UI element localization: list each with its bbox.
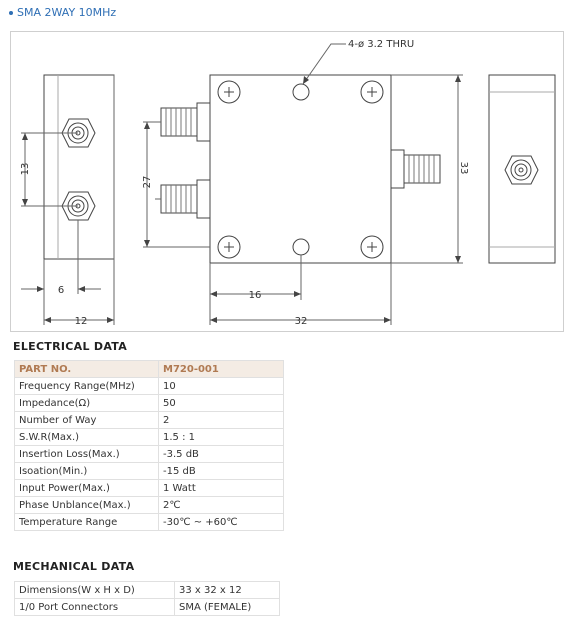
dim-27-label: 27 — [142, 175, 153, 189]
page-title — [9, 6, 116, 19]
table-cell-value: -30℃ ~ +60℃ — [159, 514, 284, 531]
table-row — [15, 497, 284, 514]
dim-16-label: 16 — [248, 290, 262, 301]
table-row — [15, 463, 284, 480]
dim-33-label: 33 — [458, 161, 469, 175]
table-row — [15, 446, 284, 463]
table-row — [15, 514, 284, 531]
table-cell-label: Insertion Loss(Max.) — [15, 446, 159, 463]
table-row — [15, 378, 284, 395]
screw-top-right — [361, 81, 383, 103]
screw-bottom-right — [361, 236, 383, 258]
table-cell-value: SMA (FEMALE) — [175, 599, 280, 616]
table-header-cell: M720-001 — [159, 361, 284, 378]
table-cell-value: 2 — [159, 412, 284, 429]
dim-13-label: 13 — [20, 162, 31, 176]
table-cell-value: -15 dB — [159, 463, 284, 480]
table-cell-label: Number of Way — [15, 412, 159, 429]
mechanical-data-heading: MECHANICAL DATA — [13, 560, 135, 573]
table-row — [15, 429, 284, 446]
table-header-row — [15, 361, 284, 378]
dim-6-label: 6 — [57, 285, 65, 296]
mechanical-data-table — [14, 581, 280, 616]
input-connector — [391, 150, 440, 188]
hole-bottom — [293, 239, 309, 255]
table-cell-value: -3.5 dB — [159, 446, 284, 463]
port-connector-bottom — [155, 180, 210, 218]
table-row — [15, 582, 280, 599]
table-cell-value: 1 Watt — [159, 480, 284, 497]
table-cell-label: Phase Unblance(Max.) — [15, 497, 159, 514]
end-view-body — [489, 75, 555, 263]
table-cell-label: Impedance(Ω) — [15, 395, 159, 412]
hole-top — [293, 84, 309, 100]
screw-top-left — [218, 81, 240, 103]
table-row — [15, 412, 284, 429]
bullet-icon — [9, 11, 13, 15]
table-cell-value: 50 — [159, 395, 284, 412]
hole-note: 4-ø 3.2 THRU — [348, 39, 415, 50]
page-title-text: SMA 2WAY 10MHz — [17, 6, 117, 19]
screw-bottom-left — [218, 236, 240, 258]
side-view-body — [44, 75, 114, 259]
electrical-data-heading: ELECTRICAL DATA — [13, 340, 128, 353]
table-cell-label: Temperature Range — [15, 514, 159, 531]
dim-12-label: 12 — [74, 316, 88, 327]
table-cell-value: 10 — [159, 378, 284, 395]
table-cell-label: Input Power(Max.) — [15, 480, 159, 497]
end-view-connector — [505, 156, 538, 184]
table-row — [15, 480, 284, 497]
table-row — [15, 599, 280, 616]
drawing-svg — [11, 32, 563, 331]
mechanical-drawing — [10, 31, 564, 332]
dim-32-label: 32 — [294, 316, 308, 327]
table-cell-value: 2℃ — [159, 497, 284, 514]
table-cell-label: Dimensions(W x H x D) — [15, 582, 175, 599]
table-row — [15, 395, 284, 412]
table-cell-label: Isoation(Min.) — [15, 463, 159, 480]
electrical-data-table — [14, 360, 284, 531]
table-header-cell: PART NO. — [15, 361, 159, 378]
table-cell-label: S.W.R(Max.) — [15, 429, 159, 446]
table-cell-value: 33 x 32 x 12 — [175, 582, 280, 599]
table-cell-label: Frequency Range(MHz) — [15, 378, 159, 395]
table-cell-label: 1/0 Port Connectors — [15, 599, 175, 616]
top-view-body — [210, 75, 391, 263]
port-connector-top — [155, 103, 210, 141]
table-cell-value: 1.5 : 1 — [159, 429, 284, 446]
